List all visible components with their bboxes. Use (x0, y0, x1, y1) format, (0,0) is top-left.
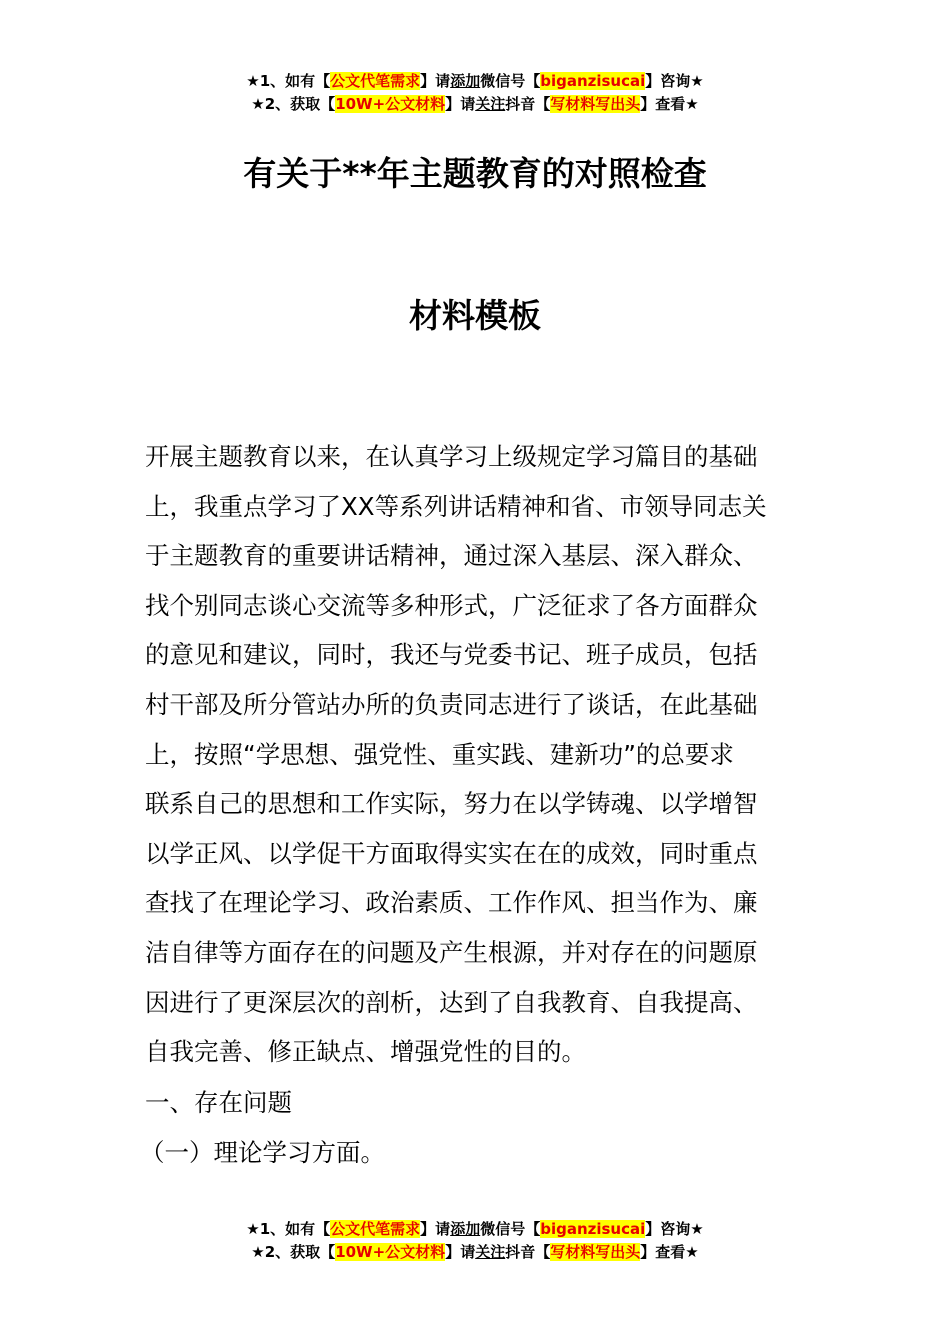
body-paragraph (145, 432, 810, 1077)
body-line: 开展主题教育以来，在认真学习上级规定学习篇目的基础 (145, 442, 758, 471)
body-line: 因进行了更深层次的剖析，达到了自我教育、自我提高、 (145, 987, 758, 1017)
banner-text: 抖音【 (505, 1243, 551, 1261)
banner-highlight: biganzisucai (540, 1220, 646, 1238)
document-title-line-2: 材料模板 (409, 296, 541, 335)
banner-text: 】咨询★ (645, 1220, 704, 1238)
body-line: 联系自己的思想和工作实际，努力在以学铸魂、以学增智 (145, 789, 758, 819)
subsection-heading: （一）理论学习方面。 (140, 1138, 385, 1167)
banner-text: 】查看★ (640, 95, 699, 113)
banner-text: 微信号【 (480, 72, 541, 90)
banner-line-1 (0, 70, 950, 93)
banner-highlight: 10W+公文材料 (335, 1243, 446, 1261)
banner-line-1 (0, 1218, 950, 1241)
top-banner (0, 70, 950, 116)
banner-underlined: 添加 (450, 72, 481, 90)
body-line: 自我完善、修正缺点、增强党性的目的。 (145, 1037, 586, 1067)
banner-underlined: 关注 (475, 1243, 506, 1261)
banner-highlight: 公文代笔需求 (330, 1220, 421, 1238)
banner-text: 】请 (445, 95, 476, 113)
banner-text: 】请 (420, 72, 451, 90)
body-line: 找个别同志谈心交流等多种形式，广泛征求了各方面群众 (145, 590, 758, 620)
banner-text: ★2、获取【 (251, 95, 336, 113)
body-line: 上，按照“学思想、强党性、重实践、建新功”的总要求 (145, 739, 734, 769)
body-line: 的意见和建议，同时，我还与党委书记、班子成员，包括 (145, 640, 758, 670)
body-line: 村干部及所分管站办所的负责同志进行了谈话，在此基础 (145, 689, 758, 719)
banner-text: 抖音【 (505, 95, 551, 113)
banner-underlined: 添加 (450, 1220, 481, 1238)
body-line: 查找了在理论学习、政治素质、工作作风、担当作为、廉 (145, 888, 758, 918)
body-line: 上，我重点学习了XX等系列讲话精神和省、市领导同志关 (145, 491, 767, 521)
body-line: 洁自律等方面存在的问题及产生根源，并对存在的问题原 (145, 937, 758, 967)
banner-highlight: biganzisucai (540, 72, 646, 90)
banner-text: ★1、如有【 (246, 72, 331, 90)
document-title-line-1: 有关于**年主题教育的对照检查 (243, 154, 707, 193)
banner-underlined: 关注 (475, 95, 506, 113)
banner-text: 】咨询★ (645, 72, 704, 90)
banner-text: 】请 (420, 1220, 451, 1238)
body-line: 以学正风、以学促干方面取得实实在在的成效，同时重点 (145, 838, 758, 868)
section-heading: 一、存在问题 (145, 1088, 292, 1117)
banner-line-2 (0, 93, 950, 116)
banner-text: 】请 (445, 1243, 476, 1261)
bottom-banner (0, 1218, 950, 1264)
body-line: 于主题教育的重要讲话精神，通过深入基层、深入群众、 (145, 541, 758, 571)
banner-text: 微信号【 (480, 1220, 541, 1238)
banner-text: 】查看★ (640, 1243, 699, 1261)
banner-highlight: 10W+公文材料 (335, 95, 446, 113)
banner-line-2 (0, 1241, 950, 1264)
banner-text: ★1、如有【 (246, 1220, 331, 1238)
banner-text: ★2、获取【 (251, 1243, 336, 1261)
banner-highlight: 写材料写出头 (550, 1243, 641, 1261)
banner-highlight: 公文代笔需求 (330, 72, 421, 90)
banner-highlight: 写材料写出头 (550, 95, 641, 113)
